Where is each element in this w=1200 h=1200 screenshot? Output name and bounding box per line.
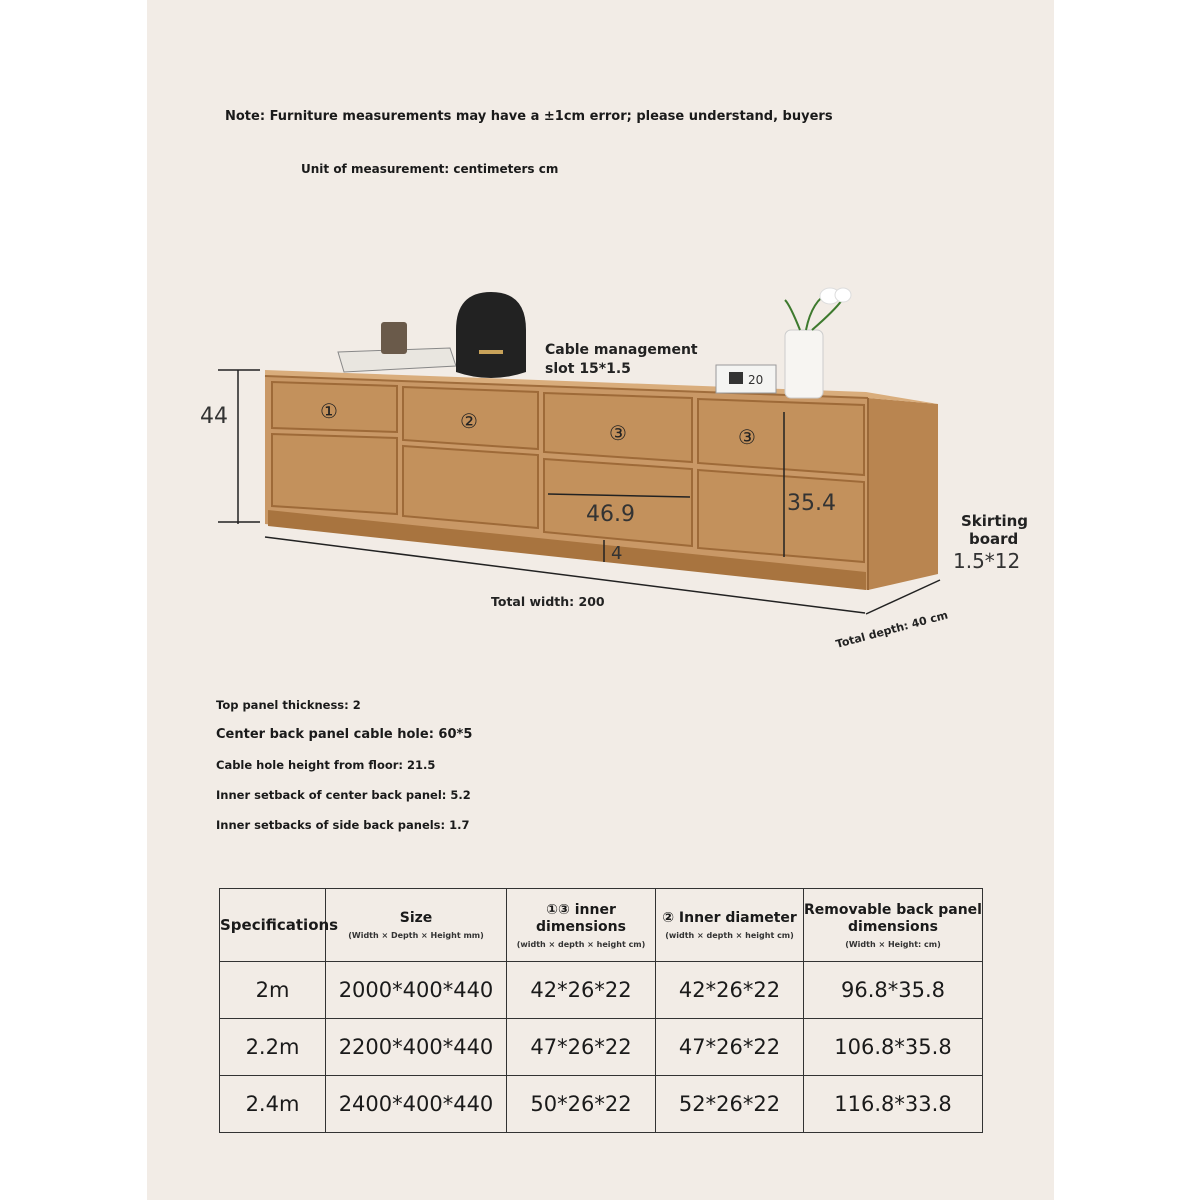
header-size: Size (Width × Depth × Height mm) [326,889,507,962]
table-row [220,1019,983,1076]
clock-icon [716,365,776,393]
cup [381,322,407,354]
table-cell: 2.2m [220,1019,326,1076]
table-cell: 2400*400*440 [326,1076,507,1133]
skirting-value: 1.5*12 [953,549,1021,573]
table-cell: 96.8*35.8 [804,962,983,1019]
drawer-2-bottom [403,446,538,528]
height-label: 44 [200,404,228,429]
cable-slot-label-line2: slot 15*1.5 [545,361,631,377]
table-cell: 47*26*22 [507,1019,656,1076]
table-cell: 2200*400*440 [326,1019,507,1076]
drawer-label-1: ① [320,399,338,423]
specification-table [219,888,983,1133]
header-specifications: Specifications [220,889,326,962]
gap-label: 4 [611,543,623,564]
spec-note: Inner setbacks of side back panels: 1.7 [216,818,470,832]
svg-text:20: 20 [748,373,764,387]
total-width-label: Total width: 200 [491,594,605,609]
table-cell: 47*26*22 [656,1019,804,1076]
total-depth-label: Total depth: 40 cm [834,608,950,651]
table-row [220,1076,983,1133]
spec-note: Center back panel cable hole: 60*5 [216,727,473,742]
measurement-error-note: Note: Furniture measurements may have a ±1cm error; please understand, buyers [225,109,833,124]
table-cell: 50*26*22 [507,1076,656,1133]
table-cell: 2m [220,962,326,1019]
speaker-icon [456,292,526,378]
table-cell: 116.8*33.8 [804,1076,983,1133]
decor-clock [716,365,776,393]
decor-books [338,322,456,372]
table-cell: 42*26*22 [507,962,656,1019]
spec-note: Cable hole height from floor: 21.5 [216,758,436,772]
table-cell: 42*26*22 [656,962,804,1019]
table-row [220,962,983,1019]
table-header-row [220,889,983,962]
table-cell: 2000*400*440 [326,962,507,1019]
header-back-panel: Removable back panel dimensions (Width × Height: cm) [804,889,983,962]
spec-notes-list [216,697,472,847]
decor-speaker [456,292,526,378]
spec-note: Top panel thickness: 2 [216,698,361,712]
spec-note: Inner setback of center back panel: 5.2 [216,788,471,802]
table-cell: 106.8*35.8 [804,1019,983,1076]
drawer-width-label: 46.9 [586,502,635,527]
decor-vase [785,288,851,398]
unit-note: Unit of measurement: centimeters cm [301,162,559,176]
drawer-height-label: 35.4 [787,491,836,516]
skirting-label-line1: Skirting [961,512,1029,530]
cable-slot-label-line1: Cable management [545,342,698,358]
skirting-label-line2: board [969,530,1019,548]
table-cell: 2.4m [220,1076,326,1133]
drawer-label-4: ③ [738,425,756,449]
drawer-label-3: ③ [609,421,627,445]
drawer-4-bottom [698,470,864,562]
table-cell: 52*26*22 [656,1076,804,1133]
vase-icon [785,330,823,398]
header-inner-diameter: ② Inner diameter (width × depth × height cm) [656,889,804,962]
drawer-1-bottom [272,434,397,514]
cabinet-side [868,398,938,590]
drawer-label-2: ② [460,409,478,433]
header-inner-dimensions: ①③ inner dimensions (width × depth × height cm) [507,889,656,962]
drawer-4-top [698,399,864,475]
